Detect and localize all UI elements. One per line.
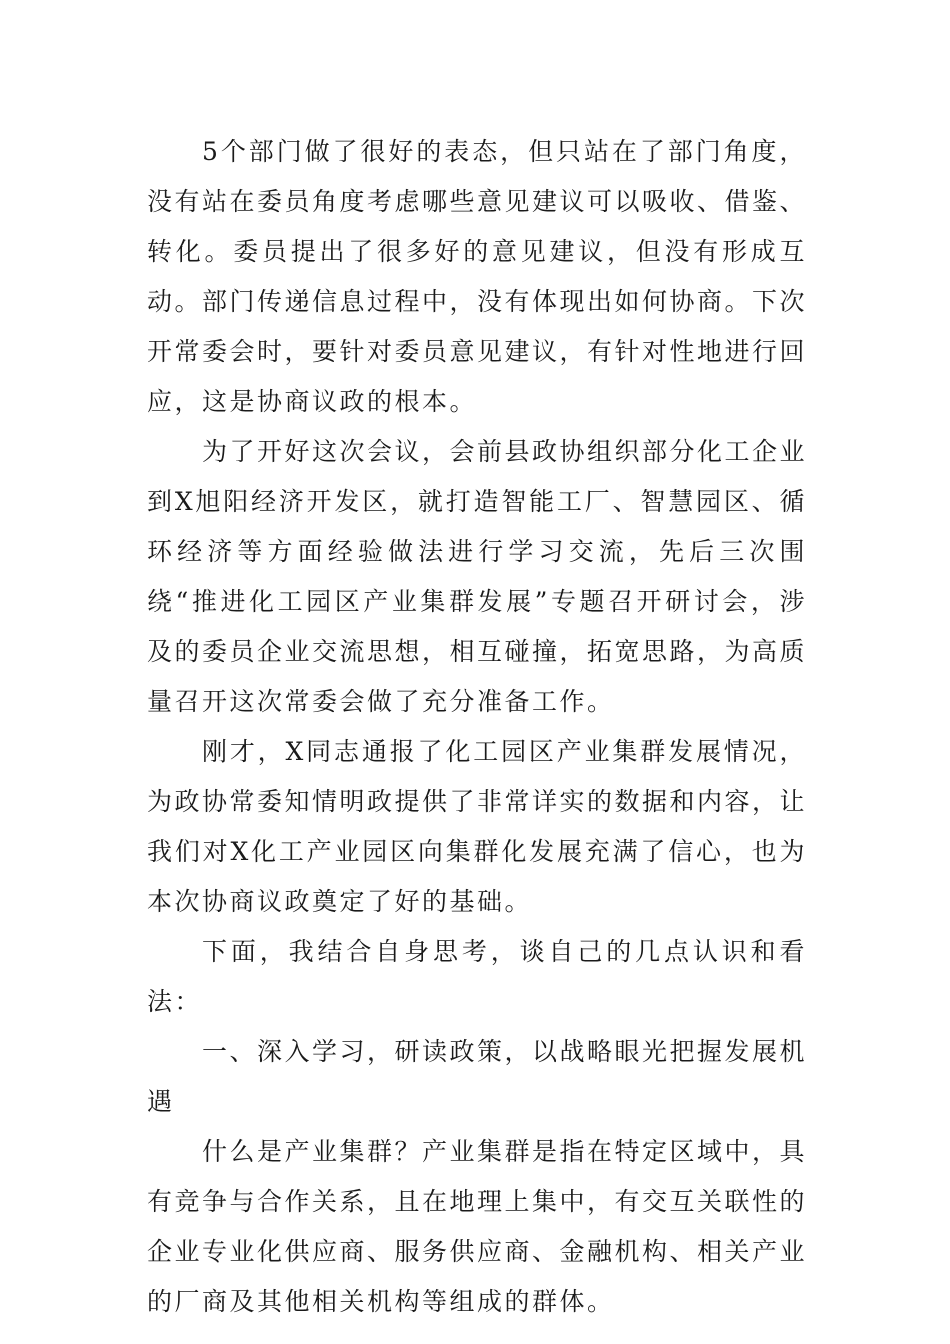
paragraph-briefing-summary: 刚才，X同志通报了化工园区产业集群发展情况，为政协常委知情明政提供了非常详实的数据和内容，让我们对X化工产业园区向集群化发展充满了信心，也为本次协商议政奠定了好的基础。	[147, 737, 808, 916]
section-heading-1: 一、深入学习，研读政策，以战略眼光把握发展机遇	[147, 1037, 808, 1116]
paragraph-department-feedback: 5个部门做了很好的表态，但只站在了部门角度，没有站在委员角度考虑哪些意见建议可以吸收、借鉴、转化。委员提出了很多好的意见建议，但没有形成互动。部门传递信息过程中，没有体现出如何协商。下次开常委会时，要针对委员意见建议，有针对性地进行回应，这是协商议政的根本。	[147, 137, 808, 416]
paragraph-meeting-preparation: 为了开好这次会议，会前县政协组织部分化工企业到X旭阳经济开发区，就打造智能工厂、智慧园区、循环经济等方面经验做法进行学习交流，先后三次围绕“推进化工园区产业集群发展”专题召开研讨会，涉及的委员企业交流思想，相互碰撞，拓宽思路，为高质量召开这次常委会做了充分准备工作。	[147, 437, 808, 716]
paragraph-introduction: 下面，我结合自身思考，谈自己的几点认识和看法：	[147, 937, 807, 1016]
paragraph-cluster-definition: 什么是产业集群？产业集群是指在特定区域中，具有竞争与合作关系，且在地理上集中，有交互关联性的企业专业化供应商、服务供应商、金融机构、相关产业的厂商及其他相关机构等组成的群体。	[147, 1137, 808, 1316]
document-body	[147, 127, 807, 1327]
